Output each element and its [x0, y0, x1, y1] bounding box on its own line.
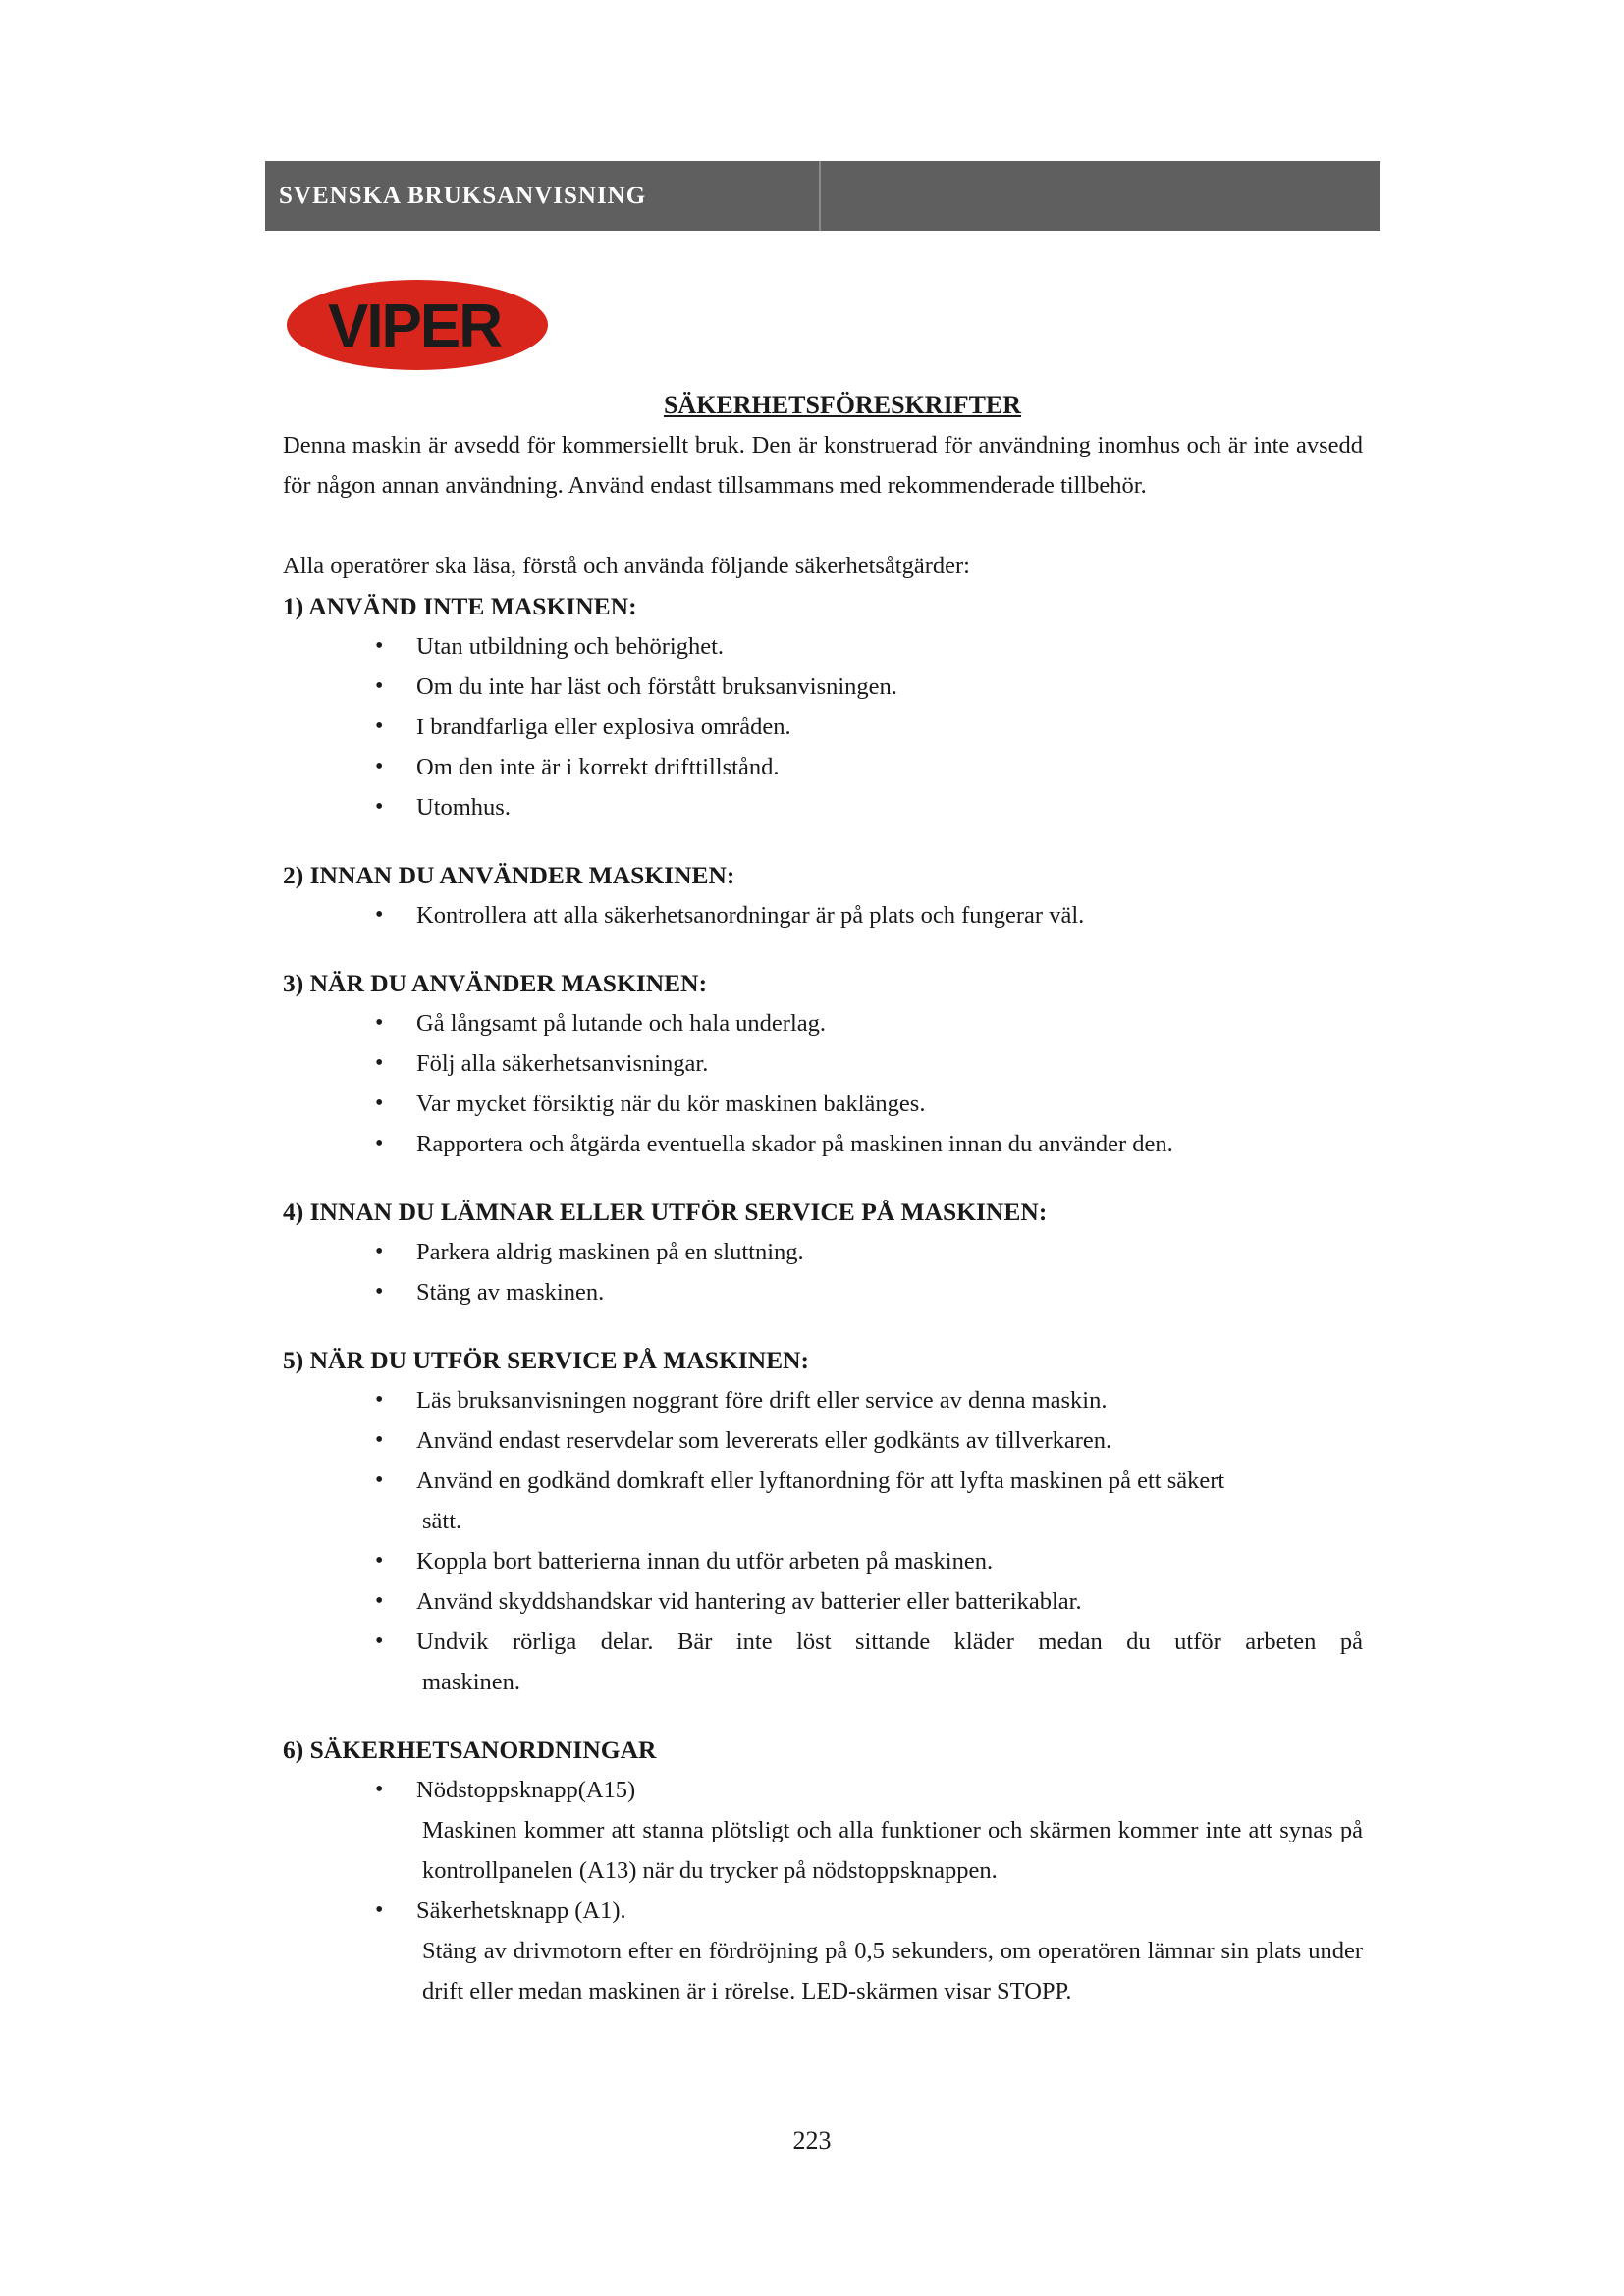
section-5-list-cont: [283, 1541, 1363, 1662]
list-item: • Säkerhetsknapp (A1).: [283, 1891, 1363, 1931]
list-item: • Om du inte har läst och förstått bruksanvisningen.: [283, 667, 1363, 707]
list-item: • Kontrollera att alla säkerhetsanordningar är på plats och fungerar väl.: [283, 895, 1363, 935]
header-bar: [265, 161, 1380, 231]
list-item: • Var mycket försiktig när du kör maskinen baklänges.: [283, 1084, 1363, 1124]
spacer: [283, 935, 1363, 963]
page-number: 223: [792, 2126, 832, 2155]
section-1-list: [283, 626, 1363, 828]
list-item: • Parkera aldrig maskinen på en sluttning.: [283, 1232, 1363, 1272]
section-2-list: [283, 895, 1363, 935]
list-item: • Nödstoppsknapp(A15): [283, 1770, 1363, 1810]
intro-paragraph-2: Alla operatörer ska läsa, förstå och använda följande säkerhetsåtgärder:: [283, 553, 970, 579]
list-item-continuation: maskinen.: [422, 1669, 521, 1695]
spacer: [283, 1702, 1363, 1730]
list-item: • Utan utbildning och behörighet.: [283, 626, 1363, 667]
header-right-cell: [821, 161, 1380, 231]
list-item: • I brandfarliga eller explosiva områden.: [283, 707, 1363, 747]
list-item: • Om den inte är i korrekt drifttillstånd.: [283, 747, 1363, 787]
spacer: [283, 1164, 1363, 1192]
logo-text: VIPER: [327, 293, 502, 360]
viper-logo: [285, 278, 550, 372]
list-item: • Använd skyddshandskar vid hantering av batterier eller batterikablar.: [283, 1581, 1363, 1622]
section-heading-2: 2) INNAN DU ANVÄNDER MASKINEN:: [283, 861, 735, 889]
spacer: [283, 1312, 1363, 1340]
section-heading-5: 5) NÄR DU UTFÖR SERVICE PÅ MASKINEN:: [283, 1346, 810, 1374]
list-item: • Stäng av maskinen.: [283, 1272, 1363, 1312]
header-left-cell: [265, 161, 821, 231]
item-description: Maskinen kommer att stanna plötsligt och alla funktioner och skärmen kommer inte att synas på kontrollpanelen (A13) när du trycker på nödstoppsknappen.: [422, 1817, 1363, 1884]
list-item: • Läs bruksanvisningen noggrant före drift eller service av denna maskin.: [283, 1380, 1363, 1420]
spacer: [283, 506, 1363, 546]
section-4-list: [283, 1232, 1363, 1312]
section-heading-3: 3) NÄR DU ANVÄNDER MASKINEN:: [283, 969, 708, 997]
section-heading-4: 4) INNAN DU LÄMNAR ELLER UTFÖR SERVICE PÅ MASKINEN:: [283, 1198, 1048, 1226]
intro-paragraph: Denna maskin är avsedd för kommersiellt bruk. Den är konstruerad för användning inomhus och är inte avsedd för någon annan användning. Använd endast tillsammans med rekommenderade tillbehör.: [283, 432, 1363, 499]
section-3-list: [283, 1003, 1363, 1164]
header-title: SVENSKA BRUKSANVISNING: [279, 182, 647, 209]
section-heading-1: 1) ANVÄND INTE MASKINEN:: [283, 592, 637, 620]
list-item: • Gå långsamt på lutande och hala underlag.: [283, 1003, 1363, 1043]
list-item: • Följ alla säkerhetsanvisningar.: [283, 1043, 1363, 1084]
section-6-list-cont: [283, 1891, 1363, 1931]
list-item: • Rapportera och åtgärda eventuella skador på maskinen innan du använder den.: [283, 1124, 1363, 1164]
list-item: • Utomhus.: [283, 787, 1363, 828]
list-item: • Undvik rörliga delar. Bär inte löst sittande kläder medan du utför arbeten på: [283, 1622, 1363, 1662]
list-item: • Använd endast reservdelar som levererats eller godkänts av tillverkaren.: [283, 1420, 1363, 1461]
item-description: Stäng av drivmotorn efter en fördröjning på 0,5 sekunders, om operatören lämnar sin plats under drift eller medan maskinen är i rörelse. LED-skärmen visar STOPP.: [422, 1938, 1363, 2004]
section-heading-6: 6) SÄKERHETSANORDNINGAR: [283, 1735, 657, 1764]
list-item: • Använd en godkänd domkraft eller lyftanordning för att lyfta maskinen på ett säkert: [283, 1461, 1363, 1501]
section-5-list: [283, 1380, 1363, 1501]
document-body: [283, 385, 1363, 2011]
section-6-list: [283, 1770, 1363, 1810]
list-item-continuation: sätt.: [422, 1508, 462, 1534]
spacer: [283, 828, 1363, 855]
document-title: SÄKERHETSFÖRESKRIFTER: [663, 391, 1022, 419]
list-item: • Koppla bort batterierna innan du utför arbeten på maskinen.: [283, 1541, 1363, 1581]
